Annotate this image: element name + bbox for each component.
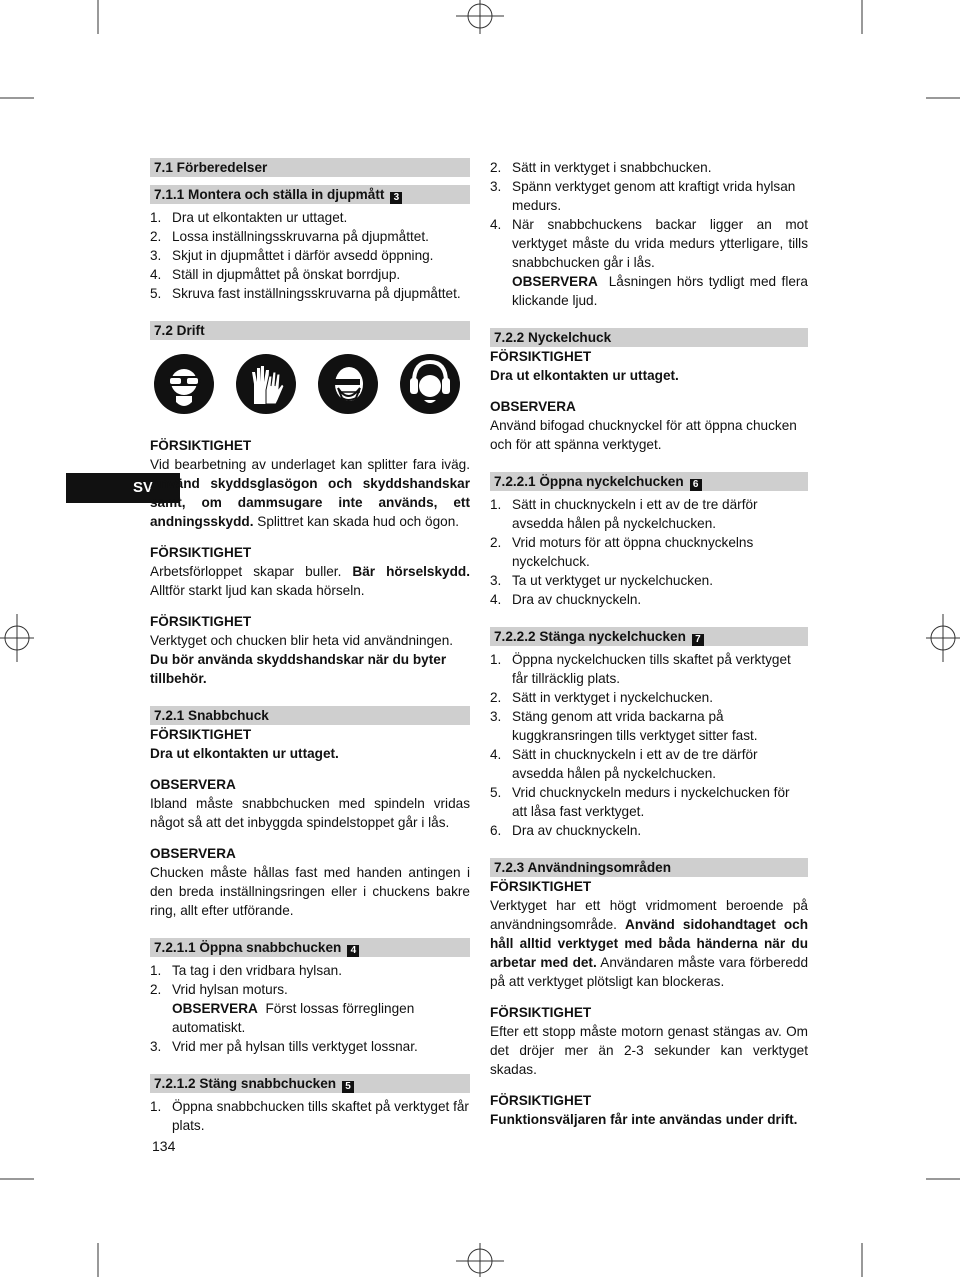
left-column: [150, 158, 470, 1135]
figure-ref-3: 3: [390, 192, 402, 204]
right-column: [490, 158, 808, 1129]
heading-7-2-2-2: 7.2.2.2 Stänga nyckelchucken 7: [490, 627, 808, 646]
caution-label: FÖRSIKTIGHET: [490, 1005, 592, 1020]
note-label: OBSERVERA: [150, 777, 236, 792]
list-item: 2. Sätt in verktyget i snabbchucken.: [490, 160, 712, 175]
list-item: 1. Dra ut elkontakten ur uttaget.: [150, 210, 348, 225]
heading-7-1-1: 7.1.1 Montera och ställa in djupmått 3: [150, 185, 470, 204]
steps-7-2-1-2-cont: [490, 158, 808, 310]
crop-mark-bottom-right: [830, 1147, 960, 1277]
ear-protection-icon: [400, 354, 460, 414]
language-tab: SV: [66, 473, 180, 503]
figure-ref-7: 7: [692, 634, 704, 646]
list-item: 2. Vrid hylsan moturs. OBSERVERA Först lossas förreglingen automatiskt.: [150, 982, 415, 1035]
heading-7-2-2-1: 7.2.2.1 Öppna nyckelchucken 6: [490, 472, 808, 491]
caution-label: FÖRSIKTIGHET: [490, 349, 592, 364]
respirator-mask-icon: [318, 354, 378, 414]
heading-7-2-2: 7.2.2 Nyckelchuck: [490, 328, 808, 347]
list-item: 5. Skruva fast inställningsskruvarna på djupmåttet.: [150, 286, 461, 301]
crop-mark-top-right: [830, 0, 960, 130]
caution-label: FÖRSIKTIGHET: [490, 1093, 592, 1108]
list-item: 2. Lossa inställningsskruvarna på djupmåttet.: [150, 229, 429, 244]
list-item: 1. Sätt in chucknyckeln i ett av de tre därför avsedda hålen på nyckelchucken.: [490, 497, 758, 531]
caution-label: FÖRSIKTIGHET: [150, 727, 252, 742]
registration-mark-left: [0, 614, 34, 662]
list-item: 6. Dra av chucknyckeln.: [490, 823, 642, 838]
note-label: OBSERVERA: [490, 399, 576, 414]
list-item: 4. Dra av chucknyckeln.: [490, 592, 642, 607]
heading-7-2-3: 7.2.3 Användningsområden: [490, 858, 808, 877]
caution-text: Vid bearbetning av underlaget kan splitter fara iväg. Använd skyddsglasögon och skyddshandskar samt, om dammsugare inte används, ett andningsskydd. Splittret kan skada hud och ögon.: [150, 457, 470, 529]
steps-7-2-1-2: [150, 1097, 470, 1135]
crop-mark-top-left: [0, 0, 130, 130]
steps-7-2-2-1: [490, 495, 808, 609]
list-item: 4. Ställ in djupmåttet på önskat borrdjup.: [150, 267, 401, 282]
note-text: Chucken måste hållas fast med handen antingen i den breda inställningsringen eller i chuckens bakre ring, allt efter utförande.: [150, 865, 470, 918]
registration-mark-right: [926, 614, 960, 662]
list-item: 1. Öppna nyckelchucken tills skaftet på verktyget får tillräcklig plats.: [490, 652, 791, 686]
caution-label: FÖRSIKTIGHET: [150, 545, 252, 560]
caution-text: Verktyget har ett högt vridmoment beroende på användningsområde. Använd sidohandtaget och håll alltid verktyget med båda händerna när du arbetar med det. Användaren måste vara förberedd på att verktyget plötsligt kan blockeras.: [490, 898, 808, 989]
heading-7-1: 7.1 Förberedelser: [150, 158, 470, 177]
crop-mark-bottom-left: [0, 1147, 130, 1277]
heading-7-2-1: 7.2.1 Snabbchuck: [150, 706, 470, 725]
figure-ref-5: 5: [342, 1081, 354, 1093]
heading-7-2-1-1: 7.2.1.1 Öppna snabbchucken 4: [150, 938, 470, 957]
heading-7-2: 7.2 Drift: [150, 321, 470, 340]
note-text: Använd bifogad chucknyckel för att öppna chucken och för att spänna verktyget.: [490, 418, 797, 452]
caution-label: FÖRSIKTIGHET: [490, 879, 592, 894]
registration-mark-bottom: [456, 1243, 504, 1277]
caution-text: Funktionsväljaren får inte användas under drift.: [490, 1112, 798, 1127]
caution-label: FÖRSIKTIGHET: [150, 614, 252, 629]
steps-7-2-2-2: [490, 650, 808, 840]
registration-mark-top: [456, 0, 504, 34]
caution-text: Verktyget och chucken blir heta vid användningen. Du bör använda skyddshandskar när du byter tillbehör.: [150, 633, 454, 686]
list-item: 4. När snabbchuckens backar ligger an mot verktyget måste du vrida medurs ytterligare, tills snabbchucken går i lås. OBSERVERA Låsningen hörs tydligt med flera klickande ljud.: [490, 217, 808, 308]
steps-7-1-1: [150, 208, 470, 303]
caution-label: FÖRSIKTIGHET: [150, 438, 252, 453]
list-item: 3. Skjut in djupmåttet i därför avsedd öppning.: [150, 248, 434, 263]
list-item: 3. Vrid mer på hylsan tills verktyget lossnar.: [150, 1039, 418, 1054]
ppe-icons: [154, 354, 470, 424]
list-item: 2. Sätt in verktyget i nyckelchucken.: [490, 690, 713, 705]
heading-7-2-1-2: 7.2.1.2 Stäng snabbchucken 5: [150, 1074, 470, 1093]
note-text: Ibland måste snabbchucken med spindeln vridas något så att det inbyggda spindelstoppet går i lås.: [150, 796, 470, 830]
caution-text: Efter ett stopp måste motorn genast stängas av. Om det dröjer mer än 2-3 sekunder kan verktyget skadas.: [490, 1024, 808, 1077]
unplug-warning: Dra ut elkontakten ur uttaget.: [490, 368, 679, 383]
caution-text: Arbetsförloppet skapar buller. Bär hörselskydd. Alltför starkt ljud kan skada hörseln.: [150, 564, 470, 598]
list-item: 3. Spänn verktyget genom att kraftigt vrida hylsan medurs.: [490, 179, 796, 213]
list-item: 5. Vrid chucknyckeln medurs i nyckelchucken för att låsa fast verktyget.: [490, 785, 790, 819]
page-number: 134: [152, 1138, 176, 1154]
list-item: 1. Öppna snabbchucken tills skaftet på verktyget får plats.: [150, 1099, 469, 1133]
list-item: 2. Vrid moturs för att öppna chucknyckelns nyckelchuck.: [490, 535, 754, 569]
protective-gloves-icon: [236, 354, 296, 414]
list-item: 3. Stäng genom att vrida backarna på kuggkransringen tills verktyget sitter fast.: [490, 709, 758, 743]
steps-7-2-1-1: [150, 961, 470, 1056]
unplug-warning: Dra ut elkontakten ur uttaget.: [150, 746, 339, 761]
list-item: 4. Sätt in chucknyckeln i ett av de tre därför avsedda hålen på nyckelchucken.: [490, 747, 758, 781]
list-item: 1. Ta tag i den vridbara hylsan.: [150, 963, 343, 978]
note-label: OBSERVERA: [150, 846, 236, 861]
figure-ref-6: 6: [690, 479, 702, 491]
list-item: 3. Ta ut verktyget ur nyckelchucken.: [490, 573, 713, 588]
figure-ref-4: 4: [347, 945, 359, 957]
safety-goggles-icon: [154, 354, 214, 414]
